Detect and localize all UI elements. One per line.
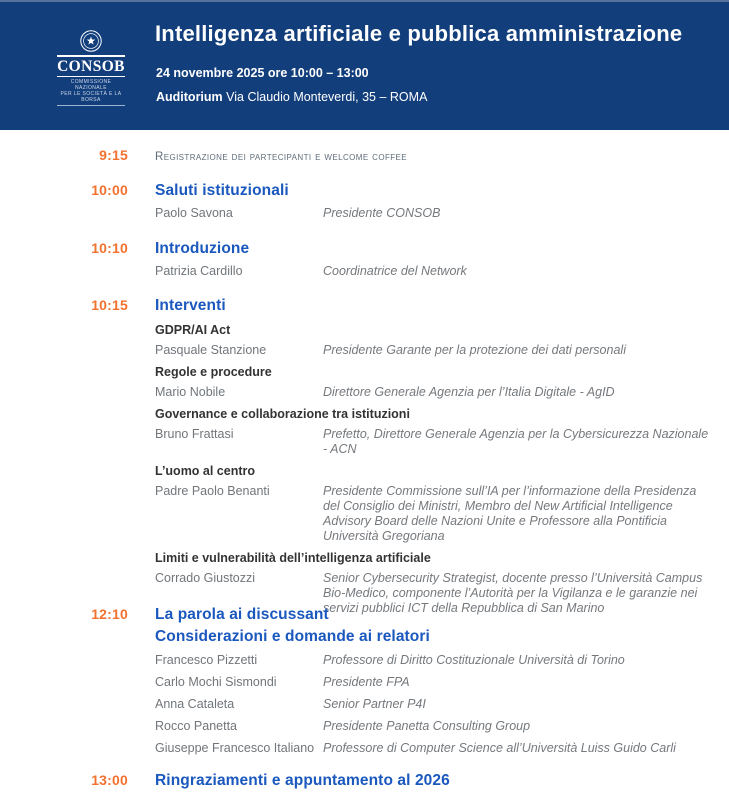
- header-band: [0, 2, 729, 130]
- session-title: Interventi: [155, 297, 226, 314]
- registration-note: Registrazione dei partecipanti e welcome coffee: [155, 151, 407, 163]
- session-title: Ringraziamenti e appuntamento al 2026: [155, 772, 450, 789]
- speaker-name: Anna Cataleta: [155, 697, 235, 711]
- topic-gdpr-ai-act: [155, 323, 713, 358]
- speaker-row: [155, 385, 713, 400]
- speaker-row: [155, 719, 713, 734]
- speaker-role: Coordinatrice del Network: [323, 264, 467, 278]
- speaker-role: Senior Cybersecurity Strategist, docente presso l’Università Campus Bio-Medico, componente l’Autorità per la Vigilanza e le garanzie nei servizi pubblici ICT della Repubblica di San Marino: [323, 571, 703, 615]
- schedule-row-introduzione: [0, 238, 729, 279]
- speaker-row: [155, 675, 713, 690]
- consob-wordmark: CONSOB: [57, 55, 125, 77]
- session-title: La parola ai discussant: [155, 606, 329, 623]
- time-label: 13:00: [91, 772, 128, 788]
- speaker-row: [155, 206, 713, 221]
- speaker-name: Rocco Panetta: [155, 719, 237, 733]
- consob-logo: [57, 29, 125, 106]
- speaker-row: [155, 653, 713, 668]
- event-venue-name: Auditorium: [156, 90, 223, 104]
- schedule-row-discussant: [0, 604, 729, 756]
- speaker-name: Francesco Pizzetti: [155, 653, 258, 667]
- time-label: 10:00: [91, 182, 128, 198]
- topic-uomo-al-centro: [155, 464, 713, 544]
- consob-emblem-icon: [79, 29, 103, 53]
- event-datetime: 24 novembre 2025 ore 10:00 – 13:00: [156, 66, 369, 80]
- speaker-role: Prefetto, Direttore Generale Agenzia per la Cybersicurezza Nazionale - ACN: [323, 427, 709, 456]
- speaker-role: Professore di Diritto Costituzionale Università di Torino: [323, 653, 625, 667]
- session-subtitle: Considerazioni e domande ai relatori: [155, 628, 430, 645]
- schedule-row-saluti: [0, 180, 729, 221]
- topic-regole-procedure: [155, 365, 713, 400]
- topic-heading: GDPR/AI Act: [155, 323, 231, 337]
- session-title: Saluti istituzionali: [155, 182, 289, 199]
- time-label: 10:10: [91, 240, 128, 256]
- topic-heading: Governance e collaborazione tra istituzioni: [155, 407, 410, 421]
- speaker-name: Padre Paolo Benanti: [155, 484, 270, 498]
- time-label: 12:10: [91, 606, 128, 622]
- time-label: 10:15: [91, 297, 128, 313]
- event-venue-address: Via Claudio Monteverdi, 35 – ROMA: [222, 90, 428, 104]
- speaker-name: Giuseppe Francesco Italiano: [155, 741, 315, 755]
- speaker-row: [155, 741, 713, 756]
- speaker-role: Professore di Computer Science all’Università Luiss Guido Carli: [323, 741, 676, 755]
- speaker-row: [155, 484, 713, 544]
- event-title: Intelligenza artificiale e pubblica amministrazione: [155, 21, 683, 46]
- topic-heading: L’uomo al centro: [155, 464, 256, 478]
- topic-heading: Regole e procedure: [155, 365, 272, 379]
- topic-governance: [155, 407, 713, 457]
- schedule-row-interventi: [0, 295, 729, 616]
- schedule-row-closing: [0, 770, 729, 791]
- consob-caption-line1: COMMISSIONE NAZIONALE: [70, 79, 112, 91]
- speaker-name: Mario Nobile: [155, 385, 226, 399]
- consob-caption: [57, 79, 125, 106]
- topic-heading: Limiti e vulnerabilità dell’intelligenza artificiale: [155, 551, 431, 565]
- speaker-role: Presidente FPA: [323, 675, 410, 689]
- consob-caption-line2: PER LE SOCIETÀ E LA BORSA: [60, 91, 122, 103]
- speaker-name: Patrizia Cardillo: [155, 264, 243, 278]
- speaker-name: Paolo Savona: [155, 206, 233, 220]
- speaker-name: Carlo Mochi Sismondi: [155, 675, 277, 689]
- speaker-role: Presidente Garante per la protezione dei dati personali: [323, 343, 626, 357]
- time-label: 9:15: [99, 147, 128, 163]
- speaker-row: [155, 697, 713, 712]
- speaker-role: Presidente Commissione sull’IA per l’informazione della Presidenza del Consiglio dei Ministri, Membro del New Artificial Intelligence Advisory Board delle Nazioni Unite e Professore alla Pontificia Università Gregoriana: [323, 484, 697, 543]
- speaker-name: Corrado Giustozzi: [155, 571, 256, 585]
- speaker-name: Bruno Frattasi: [155, 427, 234, 441]
- schedule-row-registration: [0, 145, 729, 167]
- session-title: Introduzione: [155, 240, 250, 257]
- speaker-role: Presidente Panetta Consulting Group: [323, 719, 531, 733]
- speaker-row: [155, 343, 713, 358]
- speaker-row: [155, 427, 713, 457]
- speaker-name: Pasquale Stanzione: [155, 343, 267, 357]
- speaker-role: Direttore Generale Agenzia per l’Italia Digitale - AgID: [323, 385, 615, 399]
- speaker-row: [155, 264, 713, 279]
- speaker-role: Presidente CONSOB: [323, 206, 441, 220]
- event-venue: [156, 90, 427, 104]
- speaker-role: Senior Partner P4I: [323, 697, 426, 711]
